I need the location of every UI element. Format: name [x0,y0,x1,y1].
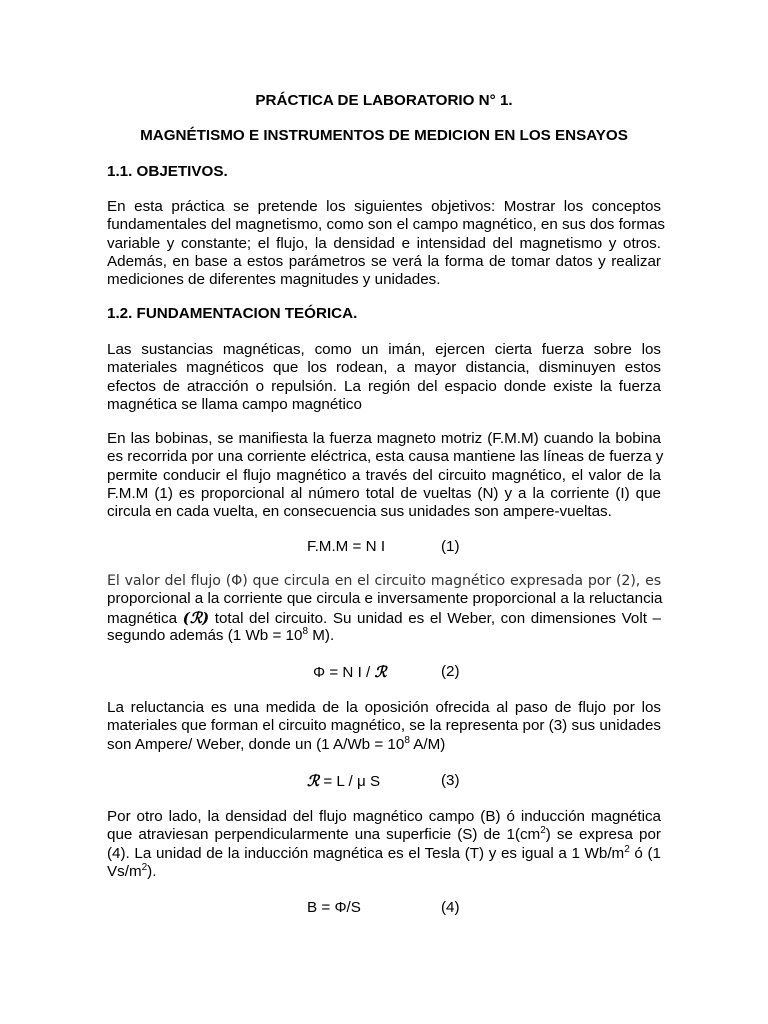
section-heading-objetivos: 1.1. OBJETIVOS. [107,163,228,180]
equation-1-number: (1) [441,538,460,555]
fundamentacion-paragraph-2 [107,430,664,521]
equation-4: B = Φ/S [307,899,361,916]
equation-2: Φ = N I / ℛ [313,663,387,681]
text-line: circula en cada vuelta, en consecuencia sus unidades son ampere-vueltas. [107,503,612,521]
text-line: En esta práctica se pretende los siguientes objetivos: Mostrar los conceptos [107,198,661,215]
superscript: 2 [540,825,546,837]
superscript: 8 [404,734,410,746]
text-line: mediciones de diferentes magnitudes y unidades. [107,271,441,289]
text-line: (4). La unidad de la inducción magnética es el Tesla (T) y es igual a 1 $Wb/m^2$ ó (1 [107,843,661,862]
text-line: son Ampere/ Weber, donde un (1 $A/Wb = 10^8$ A/M) [107,734,446,753]
lab-title: PRÁCTICA DE LABORATORIO N° 1. [255,92,513,109]
text-line: materiales que forman el circuito magnético, se la representa por (3) sus unidades [107,717,661,735]
text-line: F.M.M (1) es proporcional al número total de vueltas (N) y a la corriente (I) que [107,484,661,502]
text-line: materiales magnéticos que los rodean, a mayor distancia, disminuyen estos [107,359,661,377]
text-line: es recorrida por una corriente eléctrica, esta causa mantiene las líneas de fuerza y [107,448,664,466]
fundamentacion-paragraph-5 [107,808,661,881]
reluctance-symbol: (ℛ) [182,608,210,627]
text-line: Las sustancias magnéticas, como un imán, ejercen cierta fuerza sobre los [107,341,661,358]
text-line: magnética (ℛ) total del circuito. Su unidad es el Weber, con dimensiones Volt – [107,608,661,627]
equation-1: F.M.M = N I [307,538,386,555]
equation-3: ℛ = L / μ S [307,772,381,790]
text-line: segundo además (1 $Wb = 10^8$ M). [107,625,335,644]
fundamentacion-paragraph-1 [107,341,661,414]
equation-2-number: (2) [441,663,460,680]
text-line: $Vs/m^2$). [107,861,157,880]
fundamentacion-paragraph-4 [107,699,661,754]
superscript: 2 [141,861,148,873]
section-heading-fundamentacion: 1.2. FUNDAMENTACION TEÓRICA. [107,305,358,322]
superscript: 2 [624,843,630,855]
text-line: proporcional a la corriente que circula e inversamente proporcional a la reluctancia [107,590,663,608]
text-line: que atraviesan perpendicularmente una superficie (S) de $1(cm^2)$ se expresa por [107,825,661,844]
fundamentacion-paragraph-3 [107,572,661,645]
superscript: 8 [302,625,309,637]
equation-4-number: (4) [441,899,460,916]
text-line: variable y constante; el flujo, la densidad e intensidad del magnetismo y otros. [107,234,661,252]
text-line: En las bobinas, se manifiesta la fuerza magneto motriz (F.M.M) cuando la bobina [107,430,661,447]
text-line: Por otro lado, la densidad del flujo magnético campo (B) ó inducción magnética [107,808,661,825]
text-line: El valor del flujo (Φ) que circula en el circuito magnético expresada por (2), es [107,573,661,589]
text-line: magnética se llama campo magnético [107,395,362,413]
objetivos-paragraph [107,198,666,289]
text-line: efectos de atracción o repulsión. La región del espacio donde existe la fuerza [107,377,661,395]
text-line: Además, en base a estos parámetros se verá la forma de tomar datos y realizar [107,252,661,270]
text-line: fundamentales del magnetismo, como son el campo magnético, en sus dos formas [107,216,666,234]
equation-3-number: (3) [441,772,460,789]
text-line: permite conducir el flujo magnético a través del circuito magnético, el valor de la [107,466,661,484]
lab-subtitle: MAGNÉTISMO E INSTRUMENTOS DE MEDICION EN LOS ENSAYOS [140,127,628,144]
reluctance-symbol: ℛ [374,663,387,681]
reluctance-symbol: ℛ [307,772,320,790]
text-line: La reluctancia es una medida de la oposición ofrecida al paso de flujo por los [107,699,661,716]
